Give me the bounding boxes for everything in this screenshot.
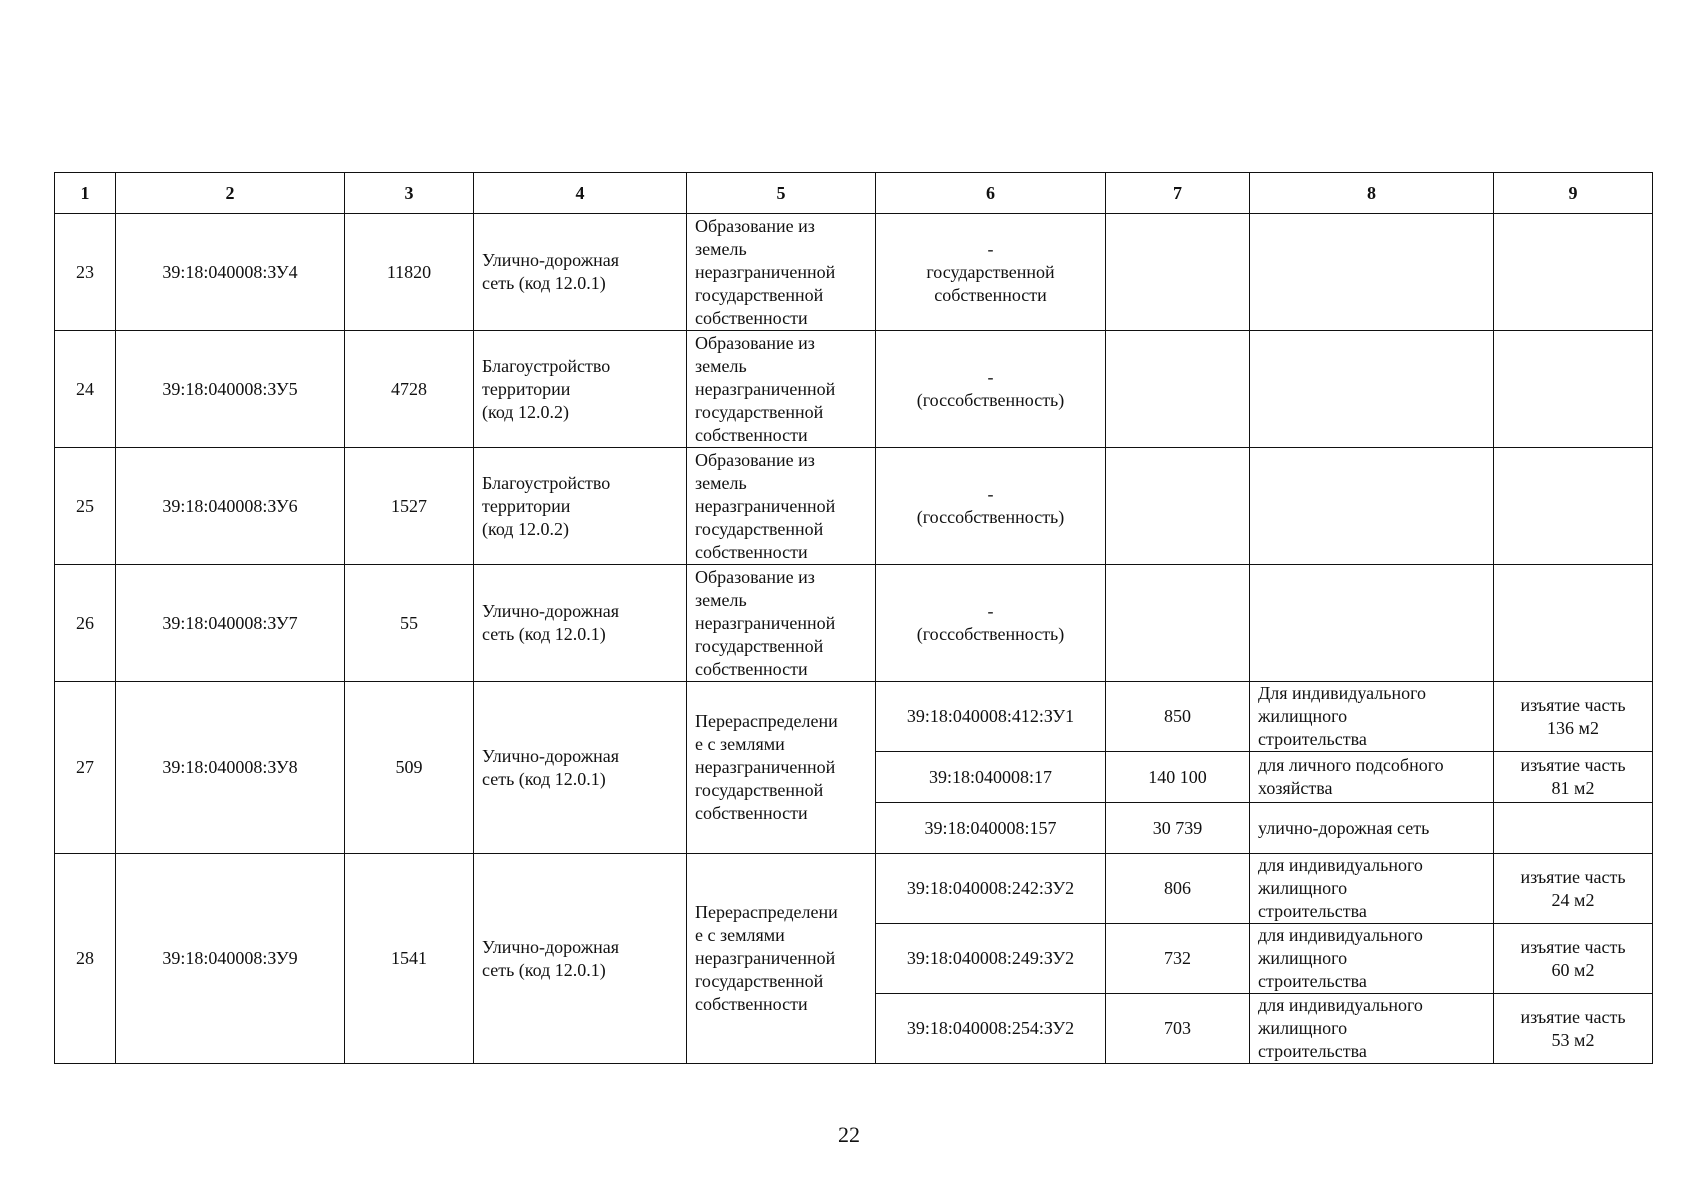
source-area: 806 <box>1106 854 1250 924</box>
row-number: 26 <box>55 565 116 682</box>
note: изъятие часть 136 м2 <box>1494 682 1653 752</box>
note <box>1494 565 1653 682</box>
source-purpose: для индивидуального жилищного строительства <box>1250 994 1494 1064</box>
row-number: 28 <box>55 854 116 1064</box>
note <box>1494 803 1653 854</box>
formation-method: Образование из земель неразграниченной государственной собственности <box>687 565 876 682</box>
column-header: 3 <box>345 173 474 214</box>
cadastral-number: 39:18:040008:ЗУ6 <box>116 448 345 565</box>
source-area <box>1106 214 1250 331</box>
plot-area: 4728 <box>345 331 474 448</box>
table-row <box>55 448 1653 565</box>
source-plot: 39:18:040008:157 <box>876 803 1106 854</box>
plot-area: 11820 <box>345 214 474 331</box>
note <box>1494 331 1653 448</box>
source-purpose: Для индивидуального жилищного строительства <box>1250 682 1494 752</box>
column-header: 9 <box>1494 173 1653 214</box>
column-header: 8 <box>1250 173 1494 214</box>
header-row <box>55 173 1653 214</box>
source-purpose <box>1250 448 1494 565</box>
source-purpose <box>1250 331 1494 448</box>
row-number: 24 <box>55 331 116 448</box>
note: изъятие часть 60 м2 <box>1494 924 1653 994</box>
formation-method: Образование из земель неразграниченной государственной собственности <box>687 448 876 565</box>
source-plot: 39:18:040008:412:ЗУ1 <box>876 682 1106 752</box>
source-plot: 39:18:040008:242:ЗУ2 <box>876 854 1106 924</box>
source-area <box>1106 565 1250 682</box>
source-area <box>1106 331 1250 448</box>
source-area: 30 739 <box>1106 803 1250 854</box>
source-plot: 39:18:040008:17 <box>876 752 1106 803</box>
land-plots-table <box>54 172 1653 1064</box>
column-header: 7 <box>1106 173 1250 214</box>
source-plot: - (госсобственность) <box>876 448 1106 565</box>
column-header: 6 <box>876 173 1106 214</box>
permitted-use: Улично-дорожная сеть (код 12.0.1) <box>474 565 687 682</box>
cadastral-number: 39:18:040008:ЗУ9 <box>116 854 345 1064</box>
table-row <box>55 214 1653 331</box>
formation-method: Образование из земель неразграниченной государственной собственности <box>687 331 876 448</box>
note: изъятие часть 53 м2 <box>1494 994 1653 1064</box>
plot-area: 1541 <box>345 854 474 1064</box>
column-header: 5 <box>687 173 876 214</box>
formation-method: Перераспределени е с землями неразграниченной государственной собственности <box>687 682 876 854</box>
note <box>1494 214 1653 331</box>
cadastral-number: 39:18:040008:ЗУ7 <box>116 565 345 682</box>
source-purpose <box>1250 565 1494 682</box>
source-plot: - (госсобственность) <box>876 331 1106 448</box>
page-number: 22 <box>838 1122 860 1147</box>
note <box>1494 448 1653 565</box>
plot-area: 55 <box>345 565 474 682</box>
row-number: 27 <box>55 682 116 854</box>
formation-method: Образование из земель неразграниченной государственной собственности <box>687 214 876 331</box>
table-row <box>55 331 1653 448</box>
source-plot: 39:18:040008:254:ЗУ2 <box>876 994 1106 1064</box>
row-number: 23 <box>55 214 116 331</box>
source-purpose: улично-дорожная сеть <box>1250 803 1494 854</box>
note: изъятие часть 81 м2 <box>1494 752 1653 803</box>
cadastral-number: 39:18:040008:ЗУ5 <box>116 331 345 448</box>
permitted-use: Улично-дорожная сеть (код 12.0.1) <box>474 214 687 331</box>
source-area: 140 100 <box>1106 752 1250 803</box>
source-purpose: для индивидуального жилищного строительства <box>1250 854 1494 924</box>
permitted-use: Улично-дорожная сеть (код 12.0.1) <box>474 854 687 1064</box>
formation-method: Перераспределени е с землями неразграниченной государственной собственности <box>687 854 876 1064</box>
source-plot: 39:18:040008:249:ЗУ2 <box>876 924 1106 994</box>
source-area: 732 <box>1106 924 1250 994</box>
plot-area: 1527 <box>345 448 474 565</box>
column-header: 2 <box>116 173 345 214</box>
cadastral-number: 39:18:040008:ЗУ4 <box>116 214 345 331</box>
source-plot: - (госсобственность) <box>876 565 1106 682</box>
permitted-use: Благоустройство территории (код 12.0.2) <box>474 331 687 448</box>
source-area <box>1106 448 1250 565</box>
source-area: 703 <box>1106 994 1250 1064</box>
source-purpose <box>1250 214 1494 331</box>
source-plot: - государственной собственности <box>876 214 1106 331</box>
table-row <box>55 854 1653 924</box>
column-header: 4 <box>474 173 687 214</box>
column-header: 1 <box>55 173 116 214</box>
source-purpose: для индивидуального жилищного строительства <box>1250 924 1494 994</box>
permitted-use: Благоустройство территории (код 12.0.2) <box>474 448 687 565</box>
permitted-use: Улично-дорожная сеть (код 12.0.1) <box>474 682 687 854</box>
row-number: 25 <box>55 448 116 565</box>
source-area: 850 <box>1106 682 1250 752</box>
note: изъятие часть 24 м2 <box>1494 854 1653 924</box>
table-row <box>55 682 1653 752</box>
table-row <box>55 565 1653 682</box>
source-purpose: для личного подсобного хозяйства <box>1250 752 1494 803</box>
plot-area: 509 <box>345 682 474 854</box>
cadastral-number: 39:18:040008:ЗУ8 <box>116 682 345 854</box>
